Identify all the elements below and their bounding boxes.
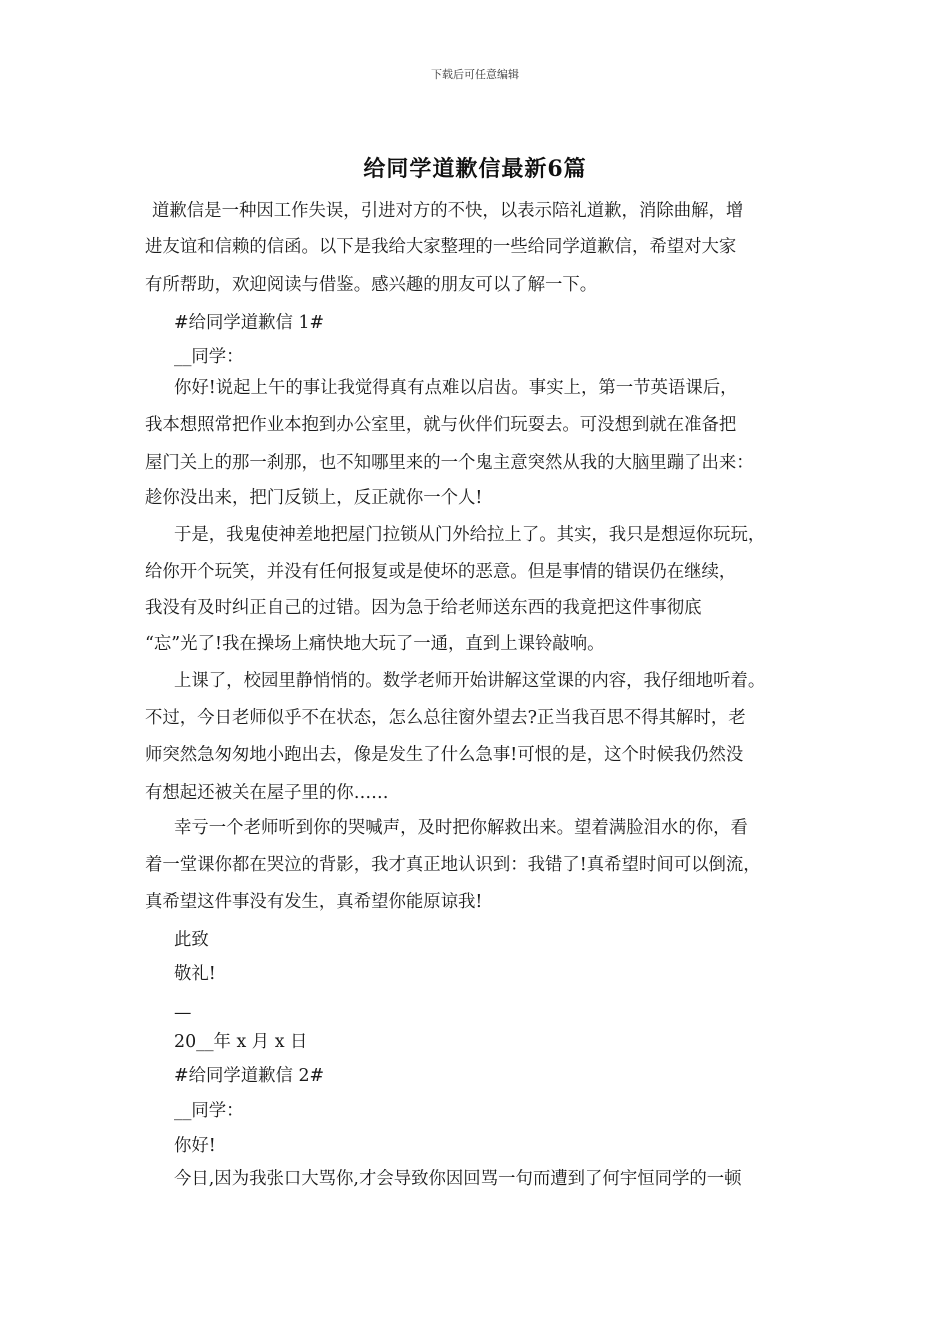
text-line: 20__年 x 月 x 日: [174, 1032, 308, 1052]
text-line: #给同学道歉信 1#: [174, 313, 325, 333]
text-line: 我没有及时纠正自己的过错。因为急于给老师送东西的我竟把这件事彻底: [145, 598, 702, 618]
text-line: 师突然急匆匆地小跑出去，像是发生了什么急事!可恨的是，这个时候我仍然没: [145, 745, 744, 765]
text-line: 有所帮助，欢迎阅读与借鉴。感兴趣的朋友可以了解一下。: [145, 275, 598, 295]
text-line: 不过，今日老师似乎不在状态，怎么总往窗外望去?正当我百思不得其解时，老: [145, 708, 746, 728]
text-line: 敬礼!: [174, 964, 216, 984]
text-line: 道歉信是一种因工作失误，引进对方的不快，以表示陪礼道歉，消除曲解，增: [152, 201, 744, 221]
page-title: 给同学道歉信最新6篇: [363, 156, 587, 182]
text-line: 你好!: [174, 1136, 216, 1156]
text-line: 你好!说起上午的事让我觉得真有点难以启齿。事实上，第一节英语课后，: [174, 378, 738, 398]
text-line: __同学：: [174, 347, 244, 367]
text-line: 进友谊和信赖的信函。以下是我给大家整理的一些给同学道歉信，希望对大家: [145, 237, 737, 257]
text-line: 于是，我鬼使神差地把屋门拉锁从门外给拉上了。其实，我只是想逗你玩玩，: [174, 525, 766, 545]
text-line: —: [174, 1003, 192, 1023]
text-line: 今日,因为我张口大骂你,才会导致你因回骂一句而遭到了何宇恒同学的一顿: [174, 1169, 742, 1189]
text-line: 给你开个玩笑，并没有任何报复或是使坏的恶意。但是事情的错误仍在继续，: [145, 562, 737, 582]
text-line: #给同学道歉信 2#: [174, 1066, 325, 1086]
text-line: 此致: [174, 930, 209, 950]
text-line: 上课了，校园里静悄悄的。数学老师开始讲解这堂课的内容，我仔细地听着。: [174, 671, 766, 691]
text-line: 趁你没出来，把门反锁上，反正就你一个人!: [145, 488, 483, 508]
text-line: 有想起还被关在屋子里的你……: [145, 783, 389, 803]
text-line: “忘”光了!我在操场上痛快地大玩了一通，直到上课铃敲响。: [145, 634, 605, 654]
header-note: 下载后可任意编辑: [431, 68, 519, 81]
text-line: 真希望这件事没有发生，真希望你能原谅我!: [145, 892, 483, 912]
text-line: 我本想照常把作业本抱到办公室里，就与伙伴们玩耍去。可没想到就在准备把: [145, 415, 737, 435]
text-line: __同学：: [174, 1101, 244, 1121]
text-line: 屋门关上的那一刹那，也不知哪里来的一个鬼主意突然从我的大脑里蹦了出来：: [145, 453, 754, 473]
text-line: 着一堂课你都在哭泣的背影，我才真正地认识到：我错了!真希望时间可以倒流，: [145, 855, 761, 875]
text-line: 幸亏一个老师听到你的哭喊声，及时把你解救出来。望着满脸泪水的你，看: [174, 818, 748, 838]
